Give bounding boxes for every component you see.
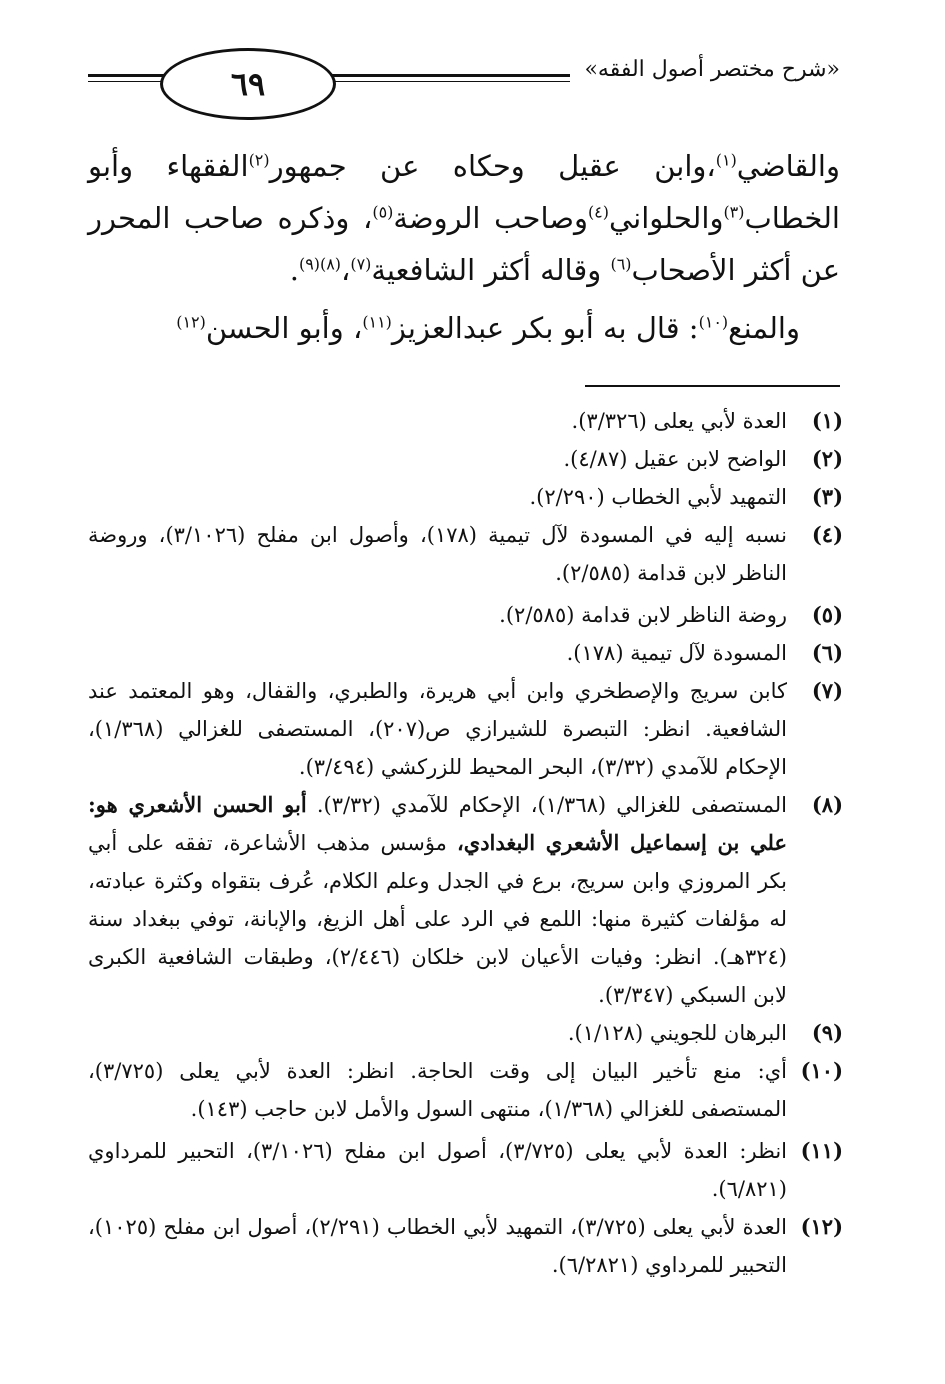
footnote-text: نسبه إليه في المسودة لآل تيمية (١٧٨)، وأصول ابن مفلح (٣/١٠٢٦)، وروضة الناظر لابن قدامة (٢/٥٨٥). bbox=[88, 523, 787, 585]
footnote-ref[interactable]: (٥) bbox=[372, 202, 394, 222]
text-run: والقاضي bbox=[736, 149, 840, 183]
page-header bbox=[88, 36, 840, 116]
footnote-text: أي: منع تأخير البيان إلى وقت الحاجة. انظر: العدة لأبي يعلى (٣/٧٢٥)، المستصفى للغزالي (١/٣٦٨)، منتهى السول والأمل لابن حاجب (١٤٣). bbox=[88, 1059, 787, 1121]
footnote-number: (٦) bbox=[811, 640, 843, 665]
footnote-ref[interactable]: (١١) bbox=[362, 312, 392, 332]
footnote-text: العدة لأبي يعلى (٣/٣٢٦). bbox=[571, 409, 787, 433]
footnote bbox=[88, 1132, 843, 1208]
footnote-ref[interactable]: (٤) bbox=[587, 202, 609, 222]
footnote-number: (٤) bbox=[811, 522, 843, 547]
main-text bbox=[88, 140, 840, 354]
text-run: ، bbox=[341, 253, 351, 287]
footnote-text: الواضح لابن عقيل (٤/٨٧). bbox=[563, 447, 787, 471]
footnote-text bbox=[88, 786, 787, 1014]
footnote bbox=[88, 478, 843, 516]
footnote-number: (٧) bbox=[811, 678, 843, 703]
footnote bbox=[88, 516, 843, 592]
footnote-number: (٨) bbox=[811, 792, 843, 817]
text-run: ،وابن عقيل وحكاه عن جمهور bbox=[269, 149, 716, 183]
footnote-ref[interactable]: (٧) bbox=[350, 254, 372, 274]
text-run: . bbox=[289, 253, 299, 287]
footnote bbox=[88, 1052, 843, 1128]
text-run: : قال به أبو بكر عبدالعزيز bbox=[391, 311, 699, 345]
footnote-number: (٩) bbox=[811, 1020, 843, 1045]
footnote-ref[interactable]: (١٢) bbox=[176, 312, 206, 332]
footnote-number: (٥) bbox=[811, 602, 843, 627]
text-run: ، وذكره صاحب المحرر عن أكثر الأصحاب bbox=[88, 201, 840, 287]
footnote-text: العدة لأبي يعلى (٣/٧٢٥)، التمهيد لأبي الخطاب (٢/٢٩١)، أصول ابن مفلح (١٠٢٥)، التحبير للمرداوي (٦/٢٨٢١). bbox=[88, 1215, 787, 1277]
footnote-ref[interactable]: (٢) bbox=[248, 150, 270, 170]
footnote-text: كابن سريج والإصطخري وابن أبي هريرة، والطبري، والقفال، وهو المعتمد عند الشافعية. انظر: التبصرة للشيرازي ص(٢٠٧)، المستصفى للغزالي (١/٣٦٨)، الإحكام للآمدي (٣/٣٢)، البحر المحيط للزركشي (٣/٤٩٤). bbox=[88, 679, 787, 779]
footnotes bbox=[88, 402, 843, 1284]
footnote bbox=[88, 1014, 843, 1052]
footnote-text: البرهان للجويني (١/١٢٨). bbox=[567, 1021, 787, 1045]
text-run: والمنع bbox=[728, 311, 800, 345]
text-run: ، وأبو الحسن bbox=[205, 311, 363, 345]
main-paragraph-1 bbox=[88, 140, 840, 296]
text-run: وصاحب الروضة bbox=[393, 201, 588, 235]
page-number-oval bbox=[160, 48, 336, 120]
footnote-text-part: المستصفى للغزالي (١/٣٦٨)، الإحكام للآمدي (٣/٣٢). bbox=[306, 793, 787, 817]
footnote-ref[interactable]: (١٠) bbox=[698, 312, 729, 332]
text-run: الفقهاء وأبو الخطاب bbox=[88, 149, 840, 235]
footnote-text: انظر: العدة لأبي يعلى (٣/٧٢٥)، أصول ابن مفلح (٣/١٠٢٦)، التحبير للمرداوي (٦/٨٢١). bbox=[88, 1139, 787, 1201]
text-run: والحلواني bbox=[608, 201, 724, 235]
footnote-ref[interactable]: (١) bbox=[715, 150, 737, 170]
page-number: ٦٩ bbox=[230, 65, 266, 103]
footnote bbox=[88, 1208, 843, 1284]
footnote-number: (٢) bbox=[811, 446, 843, 471]
footnote-ref[interactable]: (٣) bbox=[723, 202, 745, 222]
footnote-ref[interactable]: (٨)(٩) bbox=[299, 254, 341, 274]
main-paragraph-2 bbox=[88, 302, 840, 354]
footnote-text: التمهيد لأبي الخطاب (٢/٢٩٠). bbox=[529, 485, 787, 509]
footnote bbox=[88, 634, 843, 672]
footnote bbox=[88, 672, 843, 786]
footnote bbox=[88, 786, 843, 1014]
book-title: «شرح مختصر أصول الفقه» bbox=[570, 56, 840, 84]
footnote-number: (١٠) bbox=[800, 1058, 843, 1083]
footnote-separator bbox=[585, 385, 840, 387]
footnote bbox=[88, 596, 843, 634]
footnote bbox=[88, 402, 843, 440]
footnote-text-part: مؤسس مذهب الأشاعرة، تفقه على أبي بكر المروزي وابن سريج، برع في الجدل وعلم الكلام، عُرف بتقواه وكثرة عبادته، له مؤلفات كثيرة منها: اللمع في الرد على أهل الزيغ، والإبانة، توفي ببغداد سنة (٣٢٤هـ). انظر: وفيات الأعيان لابن خلكان (٢/٤٤٦)، وطبقات الشافعية الكبرى لابن السبكي (٣/٣٤٧). bbox=[88, 831, 787, 1007]
footnote-ref[interactable]: (٦) bbox=[610, 254, 632, 274]
footnote-number: (٣) bbox=[811, 484, 843, 509]
footnote bbox=[88, 440, 843, 478]
footnote-text: المسودة لآل تيمية (١٧٨). bbox=[566, 641, 787, 665]
footnote-text: روضة الناظر لابن قدامة (٢/٥٨٥). bbox=[499, 603, 787, 627]
text-run: وقاله أكثر الشافعية bbox=[371, 253, 611, 287]
footnote-bold-text: أبو الحسن الأشعري هو: علي بن إسماعيل الأشعري البغدادي، bbox=[88, 792, 787, 855]
footnote-number: (١) bbox=[811, 408, 843, 433]
footnote-number: (١١) bbox=[800, 1138, 843, 1163]
footnote-number: (١٢) bbox=[800, 1214, 843, 1239]
